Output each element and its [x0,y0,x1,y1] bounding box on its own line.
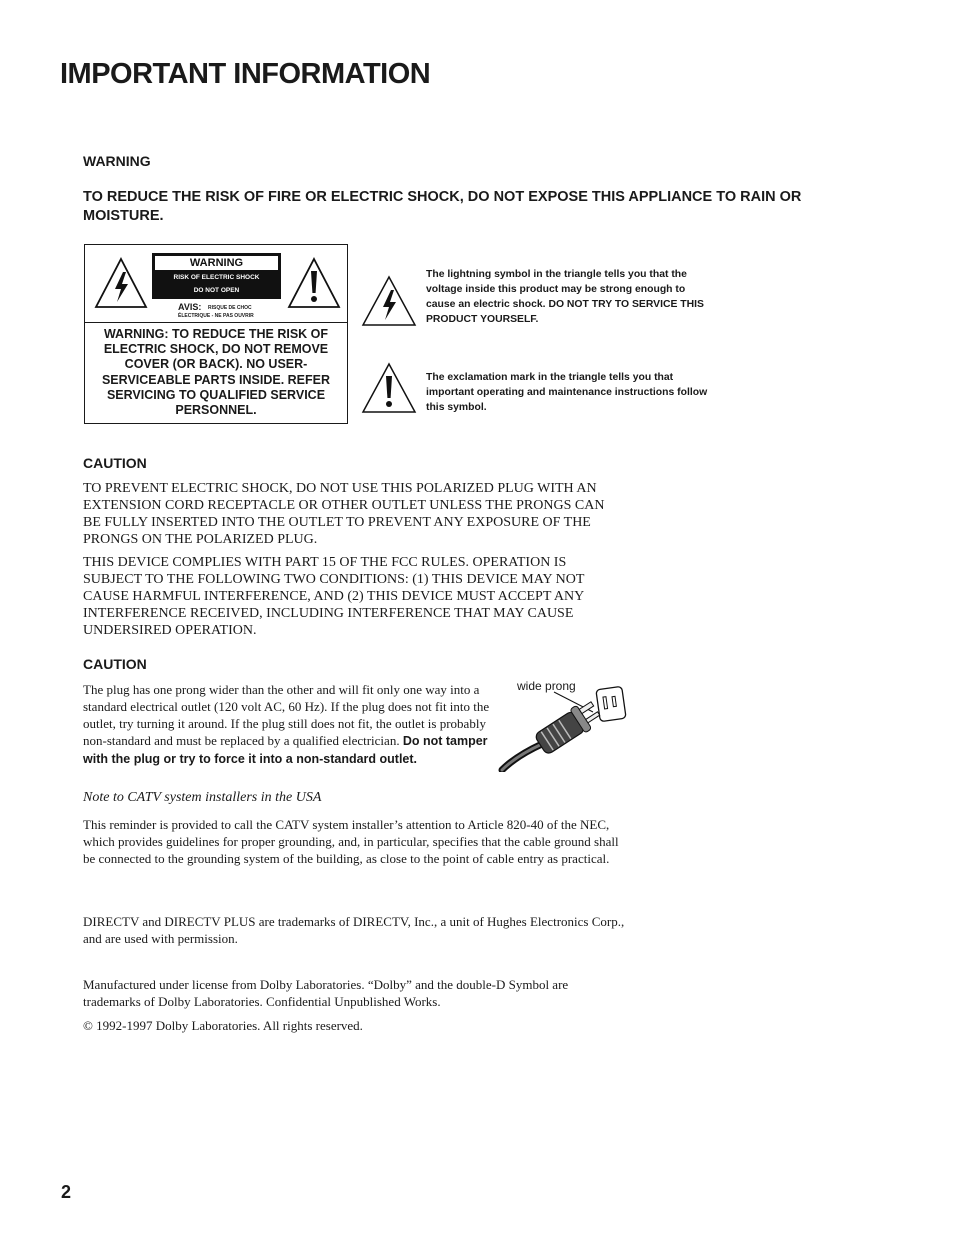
catv-note-text: This reminder is provided to call the CATV system installer’s attention to Article 820-40 of the NEC, which provides guidelines for proper grounding, and, in particular, specifies that the cable ground shall be connected to the grounding system of the building, as close to the point of cable entry as practical. [83,817,619,866]
warning-heading: WARNING [83,153,151,169]
label-avis: AVIS: [178,302,202,312]
catv-note-heading: Note to CATV system installers in the USA [83,790,322,805]
caution-heading: CAUTION [83,455,147,471]
warning-label [84,244,348,424]
plug-caution-bold: Do not tamper with the plug or try to force it into a non-standard outlet. [83,734,488,766]
lightning-triangle-icon [94,257,148,309]
page-number: 2 [61,1182,72,1202]
fcc-compliance-text: THIS DEVICE COMPLIES WITH PART 15 OF THE FCC RULES. OPERATION IS SUBJECT TO THE FOLLOWING TWO CONDITIONS: (1) THIS DEVICE MAY NOT CAUSE HARMFUL INTERFERENCE, AND (2) THIS DEVICE MUST ACCEPT ANY INTERFERENCE RECEIVED, INCLUDING INTERFERENCE THAT MAY CAUSE UNDERSIRED OPERATION. [83,555,585,638]
outlet-icon [596,686,626,721]
warning-label-top [85,245,347,323]
copyright-text: © 1992-1997 Dolby Laboratories. All rights reserved. [83,1018,363,1033]
warning-text: TO REDUCE THE RISK OF FIRE OR ELECTRIC SHOCK, DO NOT EXPOSE THIS APPLIANCE TO RAIN OR MOISTURE. [83,189,802,224]
wide-prong-label: wide prong [517,679,576,693]
exclamation-triangle-icon [287,257,341,309]
label-avis-fr-line2: ÉLECTRIQUE - NE PAS OUVRIR [178,313,254,319]
warning-label-body: WARNING: TO REDUCE THE RISK OF ELECTRIC SHOCK, DO NOT REMOVE COVER (OR BACK). NO USER-SERVICEABLE PARTS INSIDE. REFER SERVICING TO QUALIFIED SERVICE PERSONNEL. [101,327,331,418]
plug-caution-text [83,681,498,768]
lightning-triangle-icon [361,275,417,327]
polarized-plug-icon [498,686,630,772]
caution-heading: CAUTION [83,656,147,672]
exclamation-symbol-text: The exclamation mark in the triangle tells you that important operating and maintenance instructions follow this symbol. [426,372,708,413]
dolby-trademark-text: Manufactured under license from Dolby Laboratories. “Dolby” and the double-D Symbol are trademarks of Dolby Laboratories. Confidential Unpublished Works. [83,977,569,1009]
label-avis-fr-line1: RISQUE DE CHOC [208,305,252,311]
label-risk-line: RISK OF ELECTRIC SHOCK [173,274,260,281]
caution-polarized-plug-text: TO PREVENT ELECTRIC SHOCK, DO NOT USE THIS POLARIZED PLUG WITH AN EXTENSION CORD RECEPTACLE OR OTHER OUTLET UNLESS THE PRONGS CAN BE FULLY INSERTED INTO THE OUTLET TO PREVENT ANY EXPOSURE OF THE PRONGS ON THE POLARIZED PLUG. [83,481,605,547]
exclamation-triangle-icon [361,362,417,414]
plug-caution-normal: The plug has one prong wider than the other and will fit only one way into a standard electrical outlet (120 volt AC, 60 Hz). If the plug does not fit into the outlet, try turning it around. If the plug still does not fit, the outlet is probably non-standard and must be replaced by a qualified electrician. [83,682,490,748]
label-open-line: DO NOT OPEN [193,287,240,294]
page-title: IMPORTANT INFORMATION [60,58,431,90]
label-warning-word: WARNING [155,256,278,270]
directv-trademark-text: DIRECTV and DIRECTV PLUS are trademarks of DIRECTV, Inc., a unit of Hughes Electronics Corp., and are used with permission. [83,914,625,946]
warning-label-black-panel [152,253,281,299]
lightning-symbol-text: The lightning symbol in the triangle tells you that the voltage inside this product may be strong enough to cause an electric shock. DO NOT TRY TO SERVICE THIS PRODUCT YOURSELF. [426,269,704,325]
